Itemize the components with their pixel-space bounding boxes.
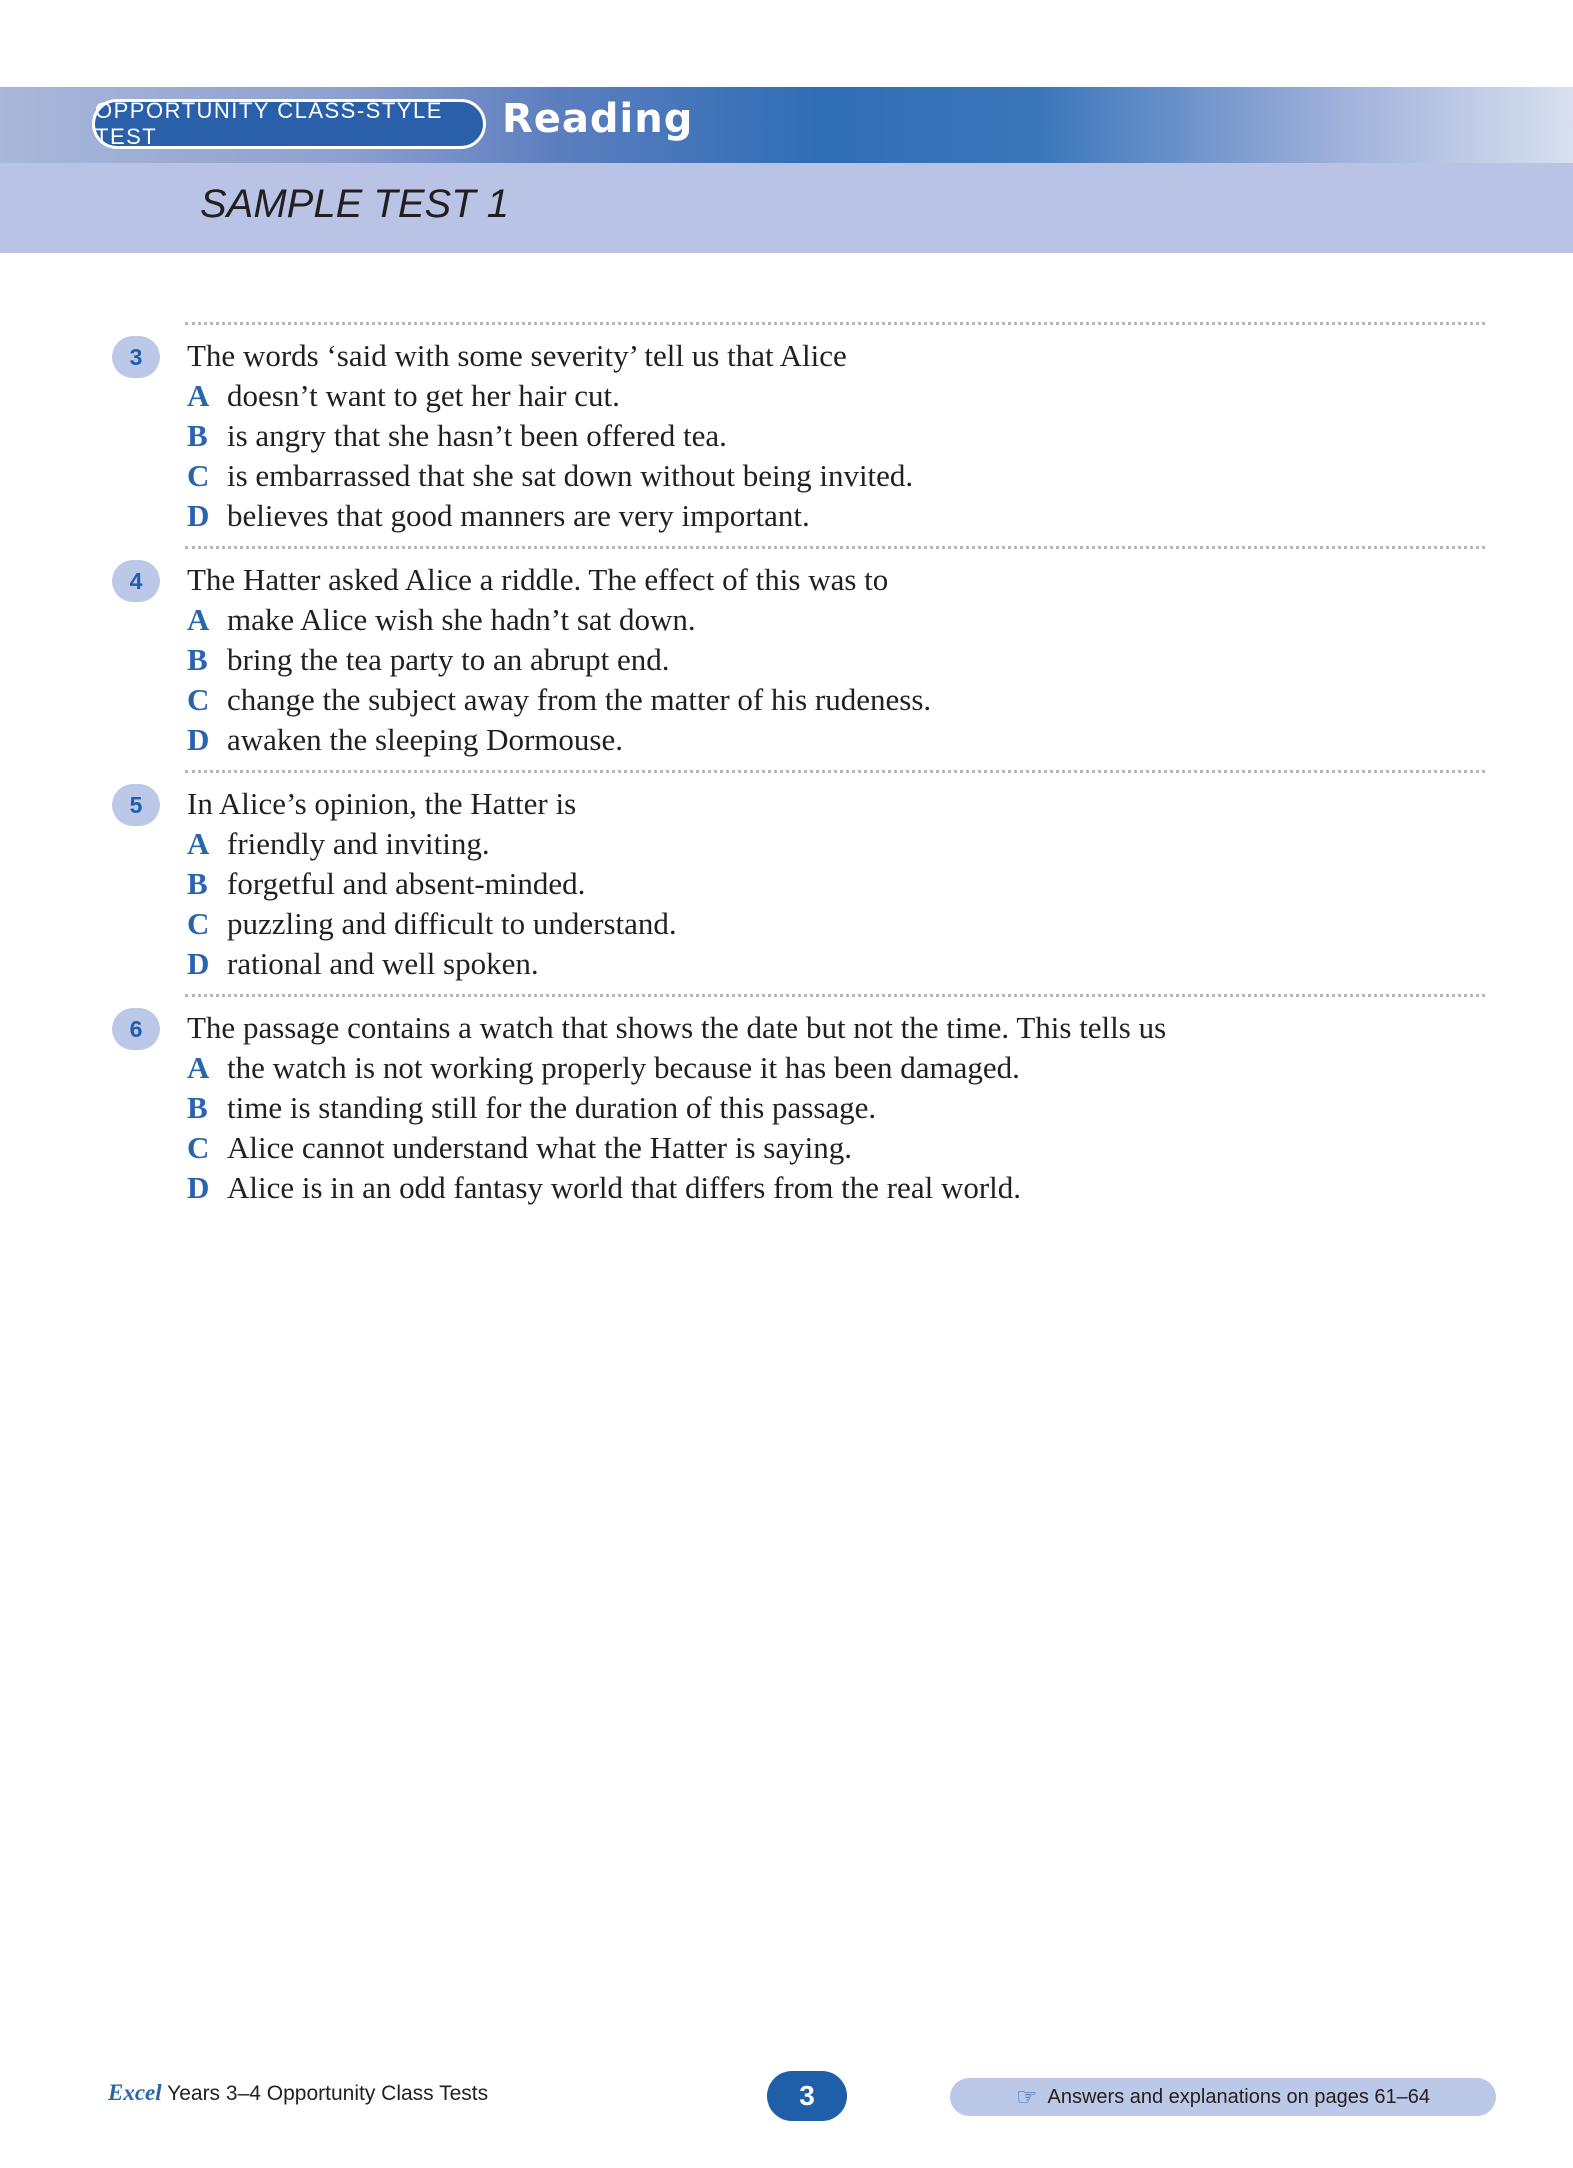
option-letter: D bbox=[187, 1170, 210, 1205]
option-letter: B bbox=[187, 1090, 208, 1125]
question-divider bbox=[185, 322, 1485, 325]
question-divider bbox=[185, 546, 1485, 549]
subject-title: Reading bbox=[502, 96, 694, 142]
option-letter: C bbox=[187, 458, 210, 493]
footer-brand: Excel bbox=[108, 2080, 162, 2105]
option-b[interactable] bbox=[187, 864, 585, 904]
option-a[interactable] bbox=[187, 1048, 1020, 1088]
option-a[interactable] bbox=[187, 376, 620, 416]
option-text: rational and well spoken. bbox=[227, 946, 539, 981]
option-letter: A bbox=[187, 826, 210, 861]
question-divider bbox=[185, 770, 1485, 773]
option-letter: D bbox=[187, 722, 210, 757]
question-number: 5 bbox=[112, 784, 160, 826]
option-letter: D bbox=[187, 498, 210, 533]
option-b[interactable] bbox=[187, 640, 669, 680]
option-text: bring the tea party to an abrupt end. bbox=[227, 642, 670, 677]
option-c[interactable] bbox=[187, 1128, 852, 1168]
option-a[interactable] bbox=[187, 824, 490, 864]
option-d[interactable] bbox=[187, 944, 539, 984]
option-letter: C bbox=[187, 1130, 210, 1165]
option-c[interactable] bbox=[187, 680, 931, 720]
option-letter: B bbox=[187, 418, 208, 453]
option-b[interactable] bbox=[187, 416, 727, 456]
footer-title-text: Years 3–4 Opportunity Class Tests bbox=[167, 2082, 489, 2105]
test-type-badge: OPPORTUNITY CLASS-STYLE TEST bbox=[92, 99, 486, 149]
option-d[interactable] bbox=[187, 1168, 1021, 1208]
option-b[interactable] bbox=[187, 1088, 876, 1128]
question-number: 3 bbox=[112, 336, 160, 378]
option-letter: C bbox=[187, 906, 210, 941]
option-text: awaken the sleeping Dormouse. bbox=[227, 722, 623, 757]
option-text: friendly and inviting. bbox=[227, 826, 490, 861]
option-letter: A bbox=[187, 1050, 210, 1085]
option-text: the watch is not working properly because it has been damaged. bbox=[227, 1050, 1020, 1085]
question-stem: The words ‘said with some severity’ tell us that Alice bbox=[187, 338, 847, 373]
question-stem: In Alice’s opinion, the Hatter is bbox=[187, 786, 577, 821]
option-letter: D bbox=[187, 946, 210, 981]
footer-book-title bbox=[108, 2080, 488, 2106]
question-stem: The Hatter asked Alice a riddle. The effect of this was to bbox=[187, 562, 889, 597]
page-number: 3 bbox=[767, 2071, 847, 2121]
hand-pointer-icon: ☞ bbox=[1015, 2083, 1038, 2111]
sample-test-title: SAMPLE TEST 1 bbox=[200, 182, 509, 226]
option-text: believes that good manners are very important. bbox=[227, 498, 810, 533]
option-letter: C bbox=[187, 682, 210, 717]
option-d[interactable] bbox=[187, 496, 810, 536]
option-letter: B bbox=[187, 866, 208, 901]
question-number: 6 bbox=[112, 1008, 160, 1050]
option-letter: A bbox=[187, 378, 210, 413]
option-text: is embarrassed that she sat down without being invited. bbox=[227, 458, 914, 493]
option-d[interactable] bbox=[187, 720, 623, 760]
option-text: change the subject away from the matter of his rudeness. bbox=[227, 682, 932, 717]
option-letter: A bbox=[187, 602, 210, 637]
option-text: forgetful and absent-minded. bbox=[227, 866, 586, 901]
question-number: 4 bbox=[112, 560, 160, 602]
option-text: Alice is in an odd fantasy world that differs from the real world. bbox=[227, 1170, 1022, 1205]
option-text: is angry that she hasn’t been offered tea. bbox=[227, 418, 727, 453]
option-text: make Alice wish she hadn’t sat down. bbox=[227, 602, 696, 637]
question-divider bbox=[185, 994, 1485, 997]
answers-reference-text: Answers and explanations on pages 61–64 bbox=[1047, 2085, 1430, 2108]
answers-reference bbox=[950, 2078, 1496, 2116]
option-c[interactable] bbox=[187, 456, 913, 496]
option-text: doesn’t want to get her hair cut. bbox=[227, 378, 620, 413]
option-c[interactable] bbox=[187, 904, 677, 944]
option-text: puzzling and difficult to understand. bbox=[227, 906, 677, 941]
option-letter: B bbox=[187, 642, 208, 677]
option-a[interactable] bbox=[187, 600, 696, 640]
option-text: time is standing still for the duration of this passage. bbox=[227, 1090, 877, 1125]
option-text: Alice cannot understand what the Hatter is saying. bbox=[227, 1130, 852, 1165]
question-stem: The passage contains a watch that shows the date but not the time. This tells us bbox=[187, 1010, 1167, 1045]
